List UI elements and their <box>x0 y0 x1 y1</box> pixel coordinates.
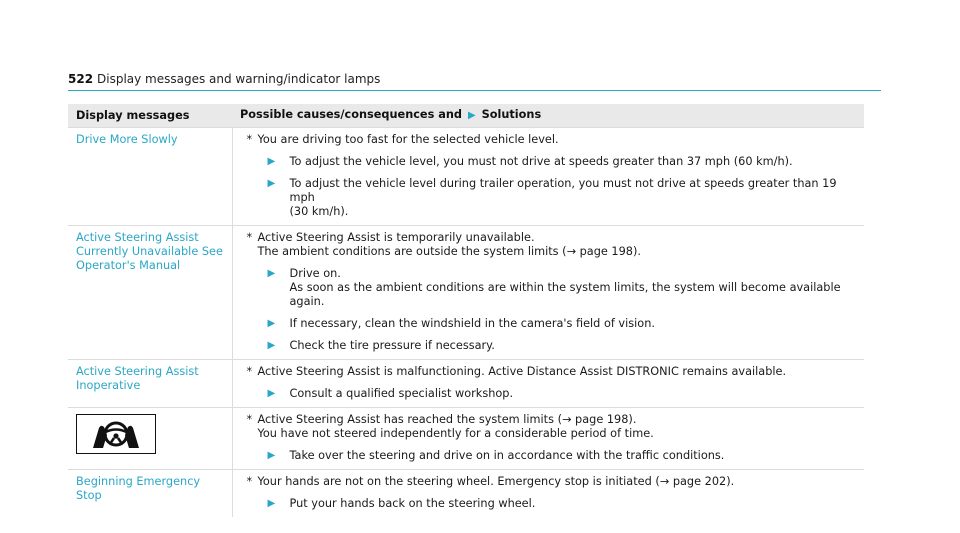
solution-step <box>247 177 859 219</box>
arrow-right-icon: ▶ <box>267 178 276 189</box>
cause-text: You are driving too fast for the selected vehicle level. <box>257 133 559 146</box>
solution-text: To adjust the vehicle level during trailer operation, you must not drive at speeds greater than 19 mph <box>289 177 837 204</box>
solution-step <box>247 387 859 401</box>
arrow-right-icon: ▶ <box>267 388 276 399</box>
hands-on-steering-wheel-icon <box>76 414 156 454</box>
cause: * Active Steering Assist has reached the system limits (→ page 198). You have not steered independently for a considerable period of time. <box>246 413 654 440</box>
cause-text: Active Steering Assist is temporarily unavailable. <box>257 231 535 244</box>
display-messages-table <box>68 104 864 517</box>
message-cell <box>68 128 232 226</box>
column-header-causes-solutions <box>232 104 864 128</box>
arrow-right-icon: ▶ <box>467 110 476 121</box>
arrow-right-icon: ▶ <box>267 318 276 329</box>
cause: * Active Steering Assist is malfunctioning. Active Distance Assist DISTRONIC remains available. <box>246 365 787 378</box>
arrow-right-icon: ▶ <box>267 450 276 461</box>
causes-solutions-cell <box>232 470 864 518</box>
display-message: Drive More Slowly <box>76 133 178 146</box>
display-message: Beginning Emergency Stop <box>76 475 201 502</box>
cause-text: The ambient conditions are outside the system limits (→ page 198). <box>257 245 641 258</box>
cause-text: Active Steering Assist is malfunctioning. Active Distance Assist DISTRONIC remains available. <box>257 365 787 378</box>
solution-step <box>247 317 859 331</box>
solution-text: Put your hands back on the steering wheel. <box>289 497 536 510</box>
message-cell <box>68 470 232 518</box>
solution-text: Take over the steering and drive on in accordance with the traffic conditions. <box>289 449 725 462</box>
arrow-right-icon: ▶ <box>267 268 276 279</box>
solution-text: (30 km/h). <box>289 205 349 218</box>
cause-text: Your hands are not on the steering wheel. Emergency stop is initiated (→ page 202). <box>257 475 735 488</box>
solution-step <box>247 155 859 169</box>
solution-step <box>247 449 859 463</box>
solution-text: As soon as the ambient conditions are within the system limits, the system will become available again. <box>289 281 841 308</box>
table-row <box>68 470 864 518</box>
display-message: Active Steering Assist Currently Unavailable See Operator's Manual <box>76 231 223 272</box>
page-number: 522 <box>68 72 94 86</box>
solution-text: Consult a qualified specialist workshop. <box>289 387 514 400</box>
arrow-right-icon: ▶ <box>267 498 276 509</box>
solution-text: Check the tire pressure if necessary. <box>289 339 495 352</box>
cause-text: You have not steered independently for a considerable period of time. <box>257 427 654 440</box>
table-row <box>68 128 864 226</box>
page-title: Display messages and warning/indicator lamps <box>97 72 381 86</box>
cause: * Your hands are not on the steering wheel. Emergency stop is initiated (→ page 202). <box>246 475 735 488</box>
table-row <box>68 408 864 470</box>
solution-text: If necessary, clean the windshield in the camera's field of vision. <box>289 317 655 330</box>
steering-wheel-hands-icon <box>86 418 146 450</box>
causes-solutions-cell <box>232 226 864 360</box>
causes-solutions-cell <box>232 128 864 226</box>
column-header-solutions: Solutions <box>481 108 542 121</box>
solution-text: Drive on. <box>289 267 341 280</box>
cause: * You are driving too fast for the selected vehicle level. <box>246 133 559 146</box>
message-cell <box>68 408 232 470</box>
table-row <box>68 226 864 360</box>
display-message: Active Steering Assist Inoperative <box>76 365 199 392</box>
table-header-row <box>68 104 864 128</box>
message-cell <box>68 360 232 408</box>
page-header <box>68 70 881 91</box>
solution-step <box>247 339 859 353</box>
solution-step <box>247 267 859 309</box>
arrow-right-icon: ▶ <box>267 156 276 167</box>
column-header-display-messages: Display messages <box>68 104 232 128</box>
cause-text: Active Steering Assist has reached the system limits (→ page 198). <box>257 413 637 426</box>
causes-solutions-cell <box>232 408 864 470</box>
cause: * Active Steering Assist is temporarily unavailable. The ambient conditions are outside the system limits (→ page 198). <box>246 231 641 258</box>
solution-step <box>247 497 859 511</box>
solution-text: To adjust the vehicle level, you must not drive at speeds greater than 37 mph (60 km/h). <box>289 155 793 168</box>
column-header-causes: Possible causes/consequences and <box>240 108 462 121</box>
arrow-right-icon: ▶ <box>267 340 276 351</box>
message-cell <box>68 226 232 360</box>
causes-solutions-cell <box>232 360 864 408</box>
table-row <box>68 360 864 408</box>
